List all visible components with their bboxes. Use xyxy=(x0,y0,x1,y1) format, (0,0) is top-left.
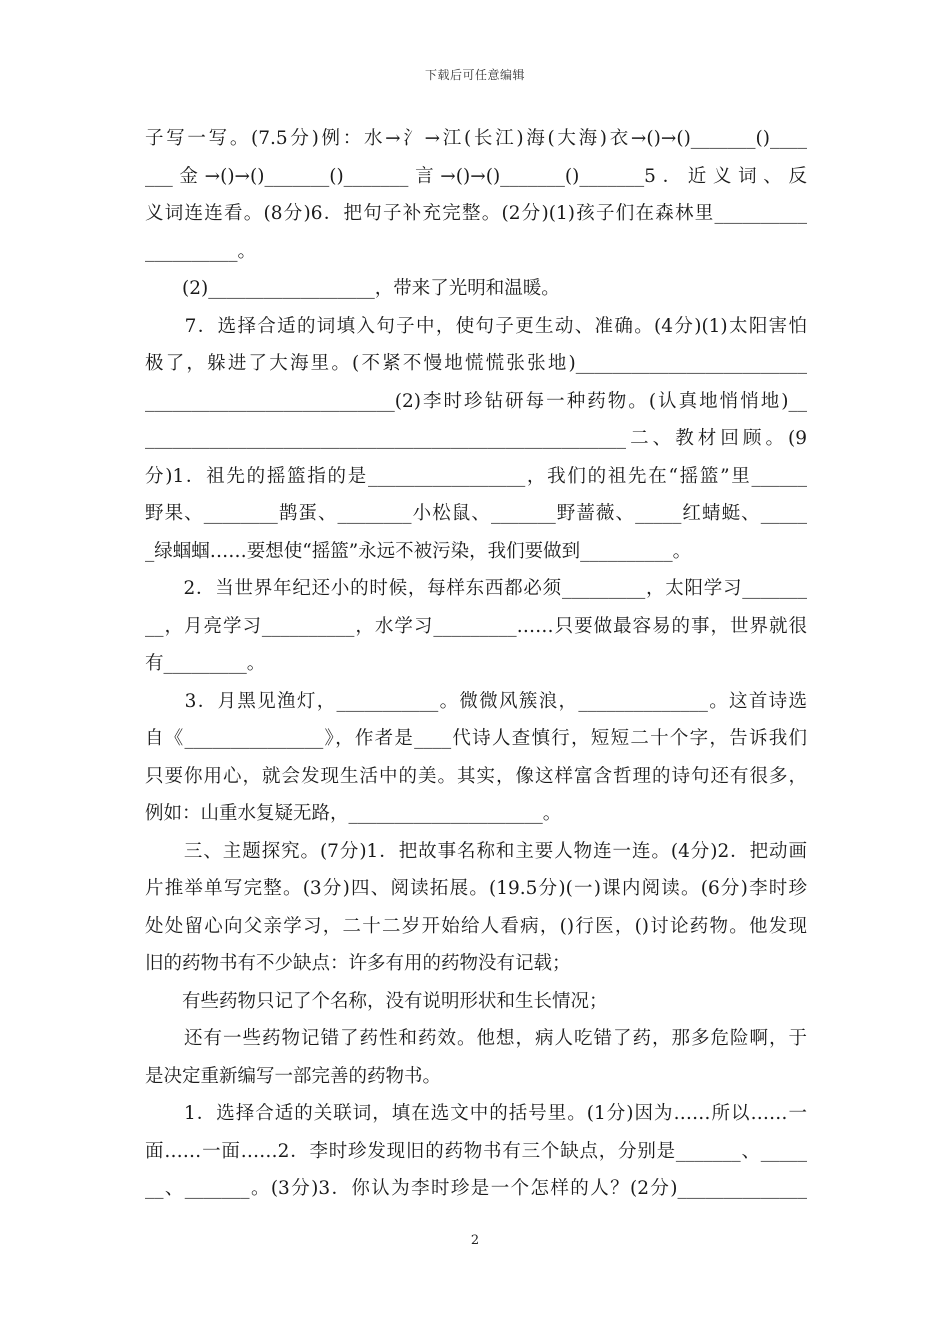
text-line: 处处留心向父亲学习，二十二岁开始给人看病，()行医，()讨论药物。他发现 xyxy=(145,915,807,937)
text-line: 有些药物只记了个名称，没有说明形状和生长情况； xyxy=(145,990,608,1012)
text-line: ___________________________(2)李时珍钻研每一种药物。(认真地悄悄地)__ xyxy=(145,390,807,412)
text-line: 有_________。 xyxy=(145,653,266,674)
text-line: (2)__________________，带来了光明和温暖。 xyxy=(145,278,560,299)
text-line: ___金→()→()_______()_______言→()→()_______()_______5．近义词、反 xyxy=(145,165,807,187)
text-line: 面……一面……2．李时珍发现旧的药物书有三个缺点，分别是_______、_____ xyxy=(145,1140,807,1162)
text-line: __、_______。(3分)3．你认为李时珍是一个怎样的人？(2分)______________ xyxy=(145,1178,807,1199)
text-line: 2．当世界年纪还小的时候，每样东西都必须_________，太阳学习_______ xyxy=(145,578,807,599)
text-line: 自《_______________》，作者是____代诗人查慎行，短短二十个字，告诉我们 xyxy=(145,728,807,749)
text-line: 例如：山重水复疑无路，_____________________。 xyxy=(145,803,562,824)
text-line: 分)1．祖先的摇篮指的是_________________，我们的祖先在“摇篮”里______ xyxy=(145,465,807,487)
text-line: 7．选择合适的词填入句子中，使句子更生动、准确。(4分)(1)太阳害怕 xyxy=(145,315,807,337)
text-line: 是决定重新编写一部完善的药物书。 xyxy=(145,1065,442,1087)
text-line: 还有一些药物记错了药性和药效。他想，病人吃错了药，那多危险啊，于 xyxy=(145,1028,807,1049)
text-line: __________。 xyxy=(145,240,257,262)
text-line: ____________________________________________________二、教材回顾。(9 xyxy=(145,428,807,449)
text-line: 旧的药物书有不少缺点：许多有用的药物没有记载； xyxy=(145,953,571,974)
text-line: 片推举单写完整。(3分)四、阅读拓展。(19.5分)(一)课内阅读。(6分)李时珍 xyxy=(145,878,807,899)
text-line: 义词连连看。(8分)6．把句子补充完整。(2分)(1)孩子们在森林里__________ xyxy=(145,203,807,224)
text-line: 1．选择合适的关联词，填在选文中的括号里。(1分)因为……所以……一 xyxy=(145,1103,807,1124)
page-header: 下载后可任意编辑 xyxy=(424,68,525,82)
page-number: 2 xyxy=(470,1233,480,1248)
text-line: 3．月黑见渔灯，___________。微微风簇浪，______________。这首诗选 xyxy=(145,690,807,712)
text-line: __，月亮学习__________，水学习_________……只要做最容易的事，世界就很 xyxy=(145,615,807,637)
text-line: _绿蝈蝈……要想使“摇篮”永远不被污染，我们要做到__________。 xyxy=(145,540,692,562)
text-line: 只要你用心，就会发现生活中的美。其实，像这样富含哲理的诗句还有很多， xyxy=(145,765,807,787)
text-line: 极了，躲进了大海里。(不紧不慢地慌慌张张地)_________________________ xyxy=(145,353,807,374)
text-line: 野果、________鹊蛋、________小松鼠、_______野蔷薇、_____红蜻蜓、_____ xyxy=(145,503,807,524)
text-line: 子写一写。(7.5分)例：水→氵→江(长江)海(大海)衣→()→()_______()____ xyxy=(145,128,807,149)
document-body xyxy=(145,120,807,1208)
text-line: 三、主题探究。(7分)1．把故事名称和主要人物连一连。(4分)2．把动画 xyxy=(145,840,807,862)
